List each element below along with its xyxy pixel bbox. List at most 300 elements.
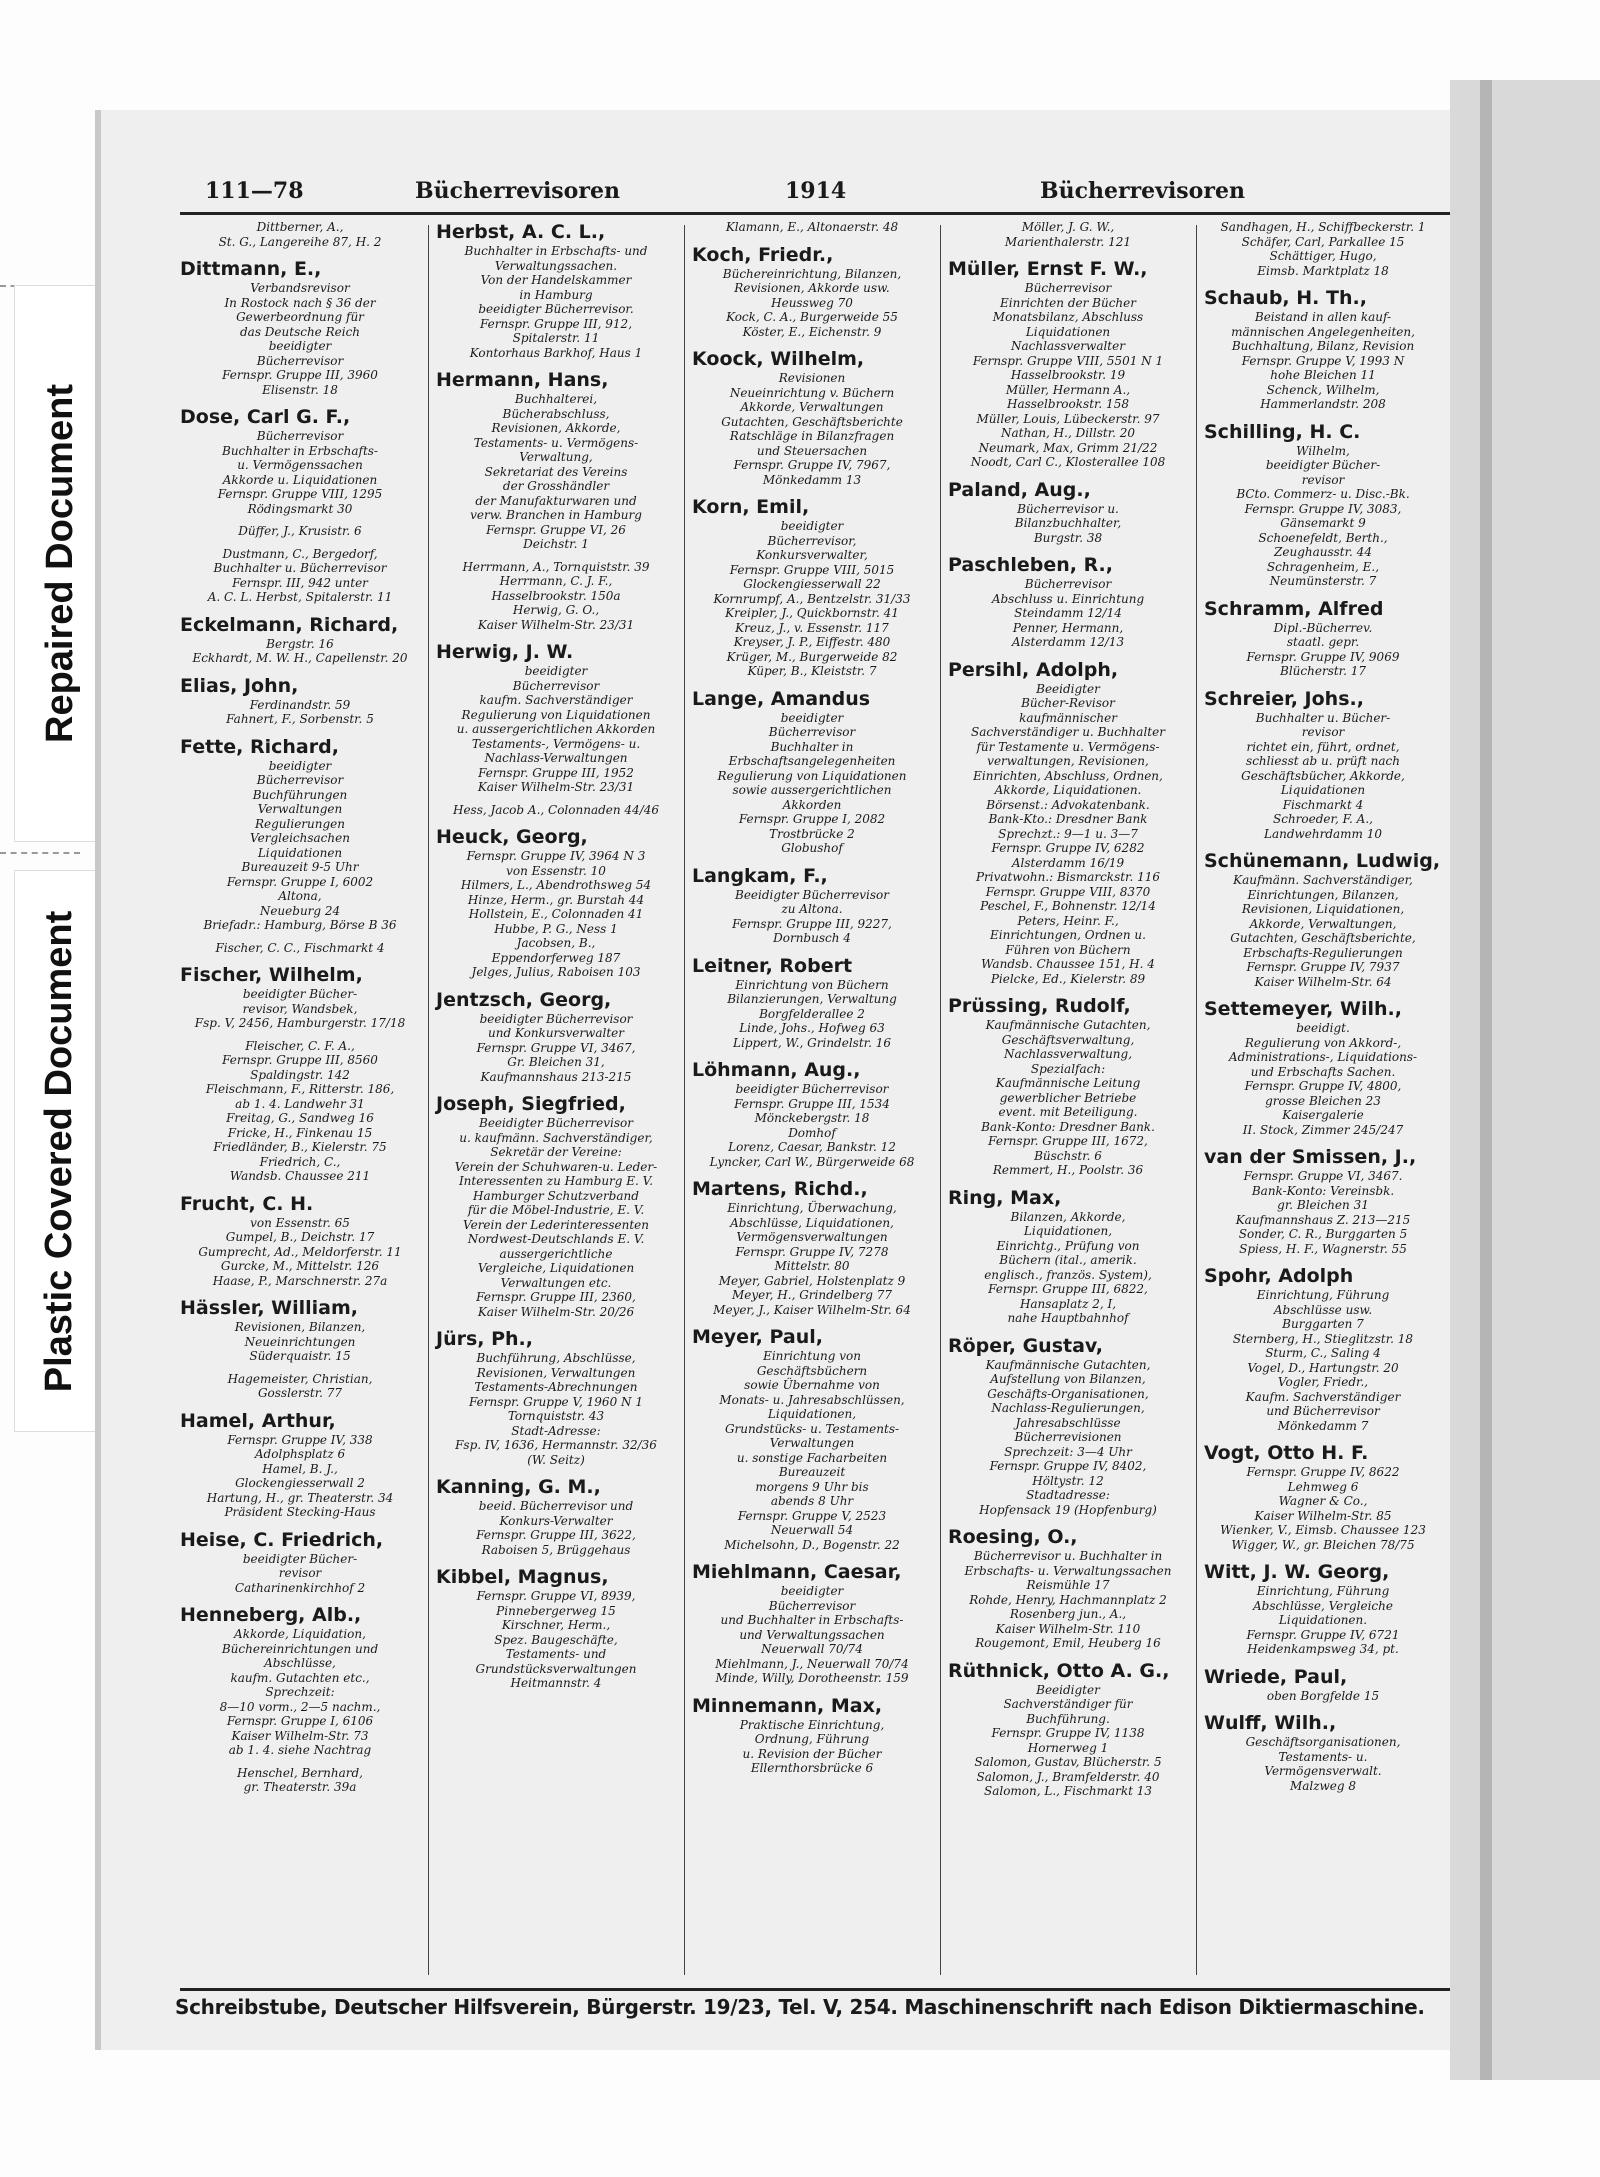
entry-line: Hasselbrookstr. 19 bbox=[1010, 368, 1126, 382]
directory-entry bbox=[948, 994, 1188, 1178]
entry-line: Dustmann, C., Bergedorf, bbox=[222, 546, 378, 561]
entry-line: Beistand in allen kauf- bbox=[1254, 310, 1392, 324]
entry-name: Röper, Gustav, bbox=[948, 1334, 1103, 1357]
entry-line: Kreyser, J. P., Eiffestr. 480 bbox=[733, 635, 891, 649]
entry-name: Prüssing, Rudolf, bbox=[948, 995, 1131, 1017]
entry-line: Verwaltungen bbox=[257, 802, 343, 816]
entry-line: der Manufakturwaren und bbox=[475, 493, 637, 508]
entry-line: männischen Angelegenheiten, bbox=[1231, 324, 1415, 339]
entry-line: Einrichtung, Führung bbox=[1256, 1584, 1390, 1598]
entry-line: Rohde, Henry, Hachmannplatz 2 bbox=[969, 1592, 1167, 1607]
entry-line: Bilanzbuchhalter, bbox=[1014, 516, 1122, 530]
directory-entry bbox=[948, 220, 1188, 249]
entry-line: und Konkursverwalter bbox=[488, 1026, 624, 1040]
entry-line: beeidigter bbox=[780, 710, 844, 725]
entry-line: Malzweg 8 bbox=[1289, 1778, 1357, 1793]
entry-line: Heidenkampsweg 34, pt. bbox=[1247, 1642, 1399, 1656]
entry-line: Liquidationen. bbox=[1278, 1613, 1368, 1627]
entry-line: revisor bbox=[1301, 725, 1345, 739]
entry-line: Henschel, Bernhard, bbox=[237, 1765, 363, 1780]
entry-line: Hammerlandstr. 208 bbox=[1260, 397, 1386, 411]
entry-line: Lyncker, Carl W., Bürgerweide 68 bbox=[709, 1154, 915, 1169]
entry-line: Schroeder, F. A., bbox=[1273, 812, 1373, 826]
entry-name: Müller, Ernst F. W., bbox=[948, 258, 1148, 280]
entry-name: Schünemann, Ludwig, bbox=[1204, 850, 1441, 872]
entry-line: Trostbrücke 2 bbox=[769, 826, 855, 841]
entry-line: Einrichtungen, Ordnen u. bbox=[990, 928, 1146, 942]
entry-line: Fernspr. Gruppe IV, 338 bbox=[227, 1432, 373, 1447]
entry-line: revisor bbox=[1301, 472, 1345, 487]
entry-name: Witt, J. W. Georg, bbox=[1204, 1561, 1390, 1583]
entry-line: ab 1. 4. Landwehr 31 bbox=[235, 1096, 365, 1111]
entry-line: Wagner & Co., bbox=[1278, 1494, 1368, 1508]
entry-line: Fleischmann, F., Ritterstr. 186, bbox=[205, 1082, 395, 1096]
entry-line: II. Stock, Zimmer 245/247 bbox=[1242, 1122, 1404, 1137]
entry-line: Friedländer, B., Kielerstr. 75 bbox=[213, 1140, 387, 1154]
entry-line: Neuerwall 54 bbox=[770, 1523, 854, 1537]
entry-line: Burgstr. 38 bbox=[1033, 530, 1103, 545]
entry-line: Kaufmänn. Sachverständiger, bbox=[1233, 873, 1413, 887]
directory-entry bbox=[948, 1186, 1188, 1326]
entry-line: Fernspr. Gruppe IV, 7937 bbox=[1246, 960, 1400, 974]
entry-line: Fernspr. Gruppe VIII, 5501 N 1 bbox=[972, 353, 1164, 368]
entry-line: Müller, Louis, Lübeckerstr. 97 bbox=[976, 411, 1160, 426]
entry-line: Pinnebergerweg 15 bbox=[496, 1603, 616, 1618]
entry-line: Fernspr. Gruppe IV, 8622 bbox=[1246, 1465, 1400, 1479]
entry-line: Revisionen, Liquidationen, bbox=[1241, 902, 1405, 916]
entry-line: Liquidationen bbox=[1025, 324, 1111, 339]
entry-line: Klamann, E., Altonaerstr. 48 bbox=[725, 220, 899, 234]
entry-line: revisor bbox=[278, 1566, 322, 1580]
entry-line: Kaiser Wilhelm-Str. 85 bbox=[1254, 1508, 1392, 1523]
entry-line: Fernspr. III, 942 unter bbox=[232, 575, 368, 590]
entry-line: Testaments- u. bbox=[1278, 1749, 1368, 1764]
entry-line: Einrichten der Bücher bbox=[1000, 295, 1136, 310]
entry-line: Testaments-, Vermögens- u. bbox=[471, 736, 641, 751]
entry-line: Wilhelm, bbox=[1296, 443, 1350, 458]
entry-line: Rougemont, Emil, Heuberg 16 bbox=[975, 1636, 1161, 1650]
directory-entry bbox=[948, 1525, 1188, 1651]
entry-line: Akkorde, Verwaltungen bbox=[740, 400, 884, 414]
entry-line: Fernspr. Gruppe IV, 6721 bbox=[1246, 1627, 1400, 1642]
entry-name: Hermann, Hans, bbox=[436, 369, 609, 391]
entry-line: Meyer, H., Grindelberg 77 bbox=[731, 1288, 893, 1302]
entry-line: Sekretär der Vereine: bbox=[490, 1145, 622, 1159]
footer-rule bbox=[180, 1988, 1450, 1991]
entry-line: Verein der Schuhwaren-u. Leder- bbox=[454, 1159, 658, 1174]
entry-line: Höltystr. 12 bbox=[1032, 1473, 1104, 1488]
column-divider bbox=[1196, 225, 1197, 1975]
entry-name: Kanning, G. M., bbox=[436, 1476, 601, 1498]
entry-line: Jacobsen, B., bbox=[516, 936, 596, 950]
entry-line: Marienthalerstr. 121 bbox=[1004, 234, 1132, 249]
entry-line: Revisionen, Akkorde usw. bbox=[734, 281, 890, 295]
directory-entry bbox=[180, 1603, 420, 1758]
entry-line: Kaiser Wilhelm-Str. 23/31 bbox=[477, 617, 635, 632]
entry-line: Sternberg, H., Stieglitzstr. 18 bbox=[1232, 1331, 1414, 1346]
entry-line: Hollstein, E., Colonnaden 41 bbox=[468, 907, 644, 921]
entry-line: von Essenstr. 10 bbox=[506, 863, 606, 878]
entry-line: Fernspr. Gruppe VIII, 8370 bbox=[985, 884, 1151, 899]
entry-line: Hartung, H., gr. Theaterstr. 34 bbox=[206, 1490, 394, 1505]
entry-line: Haase, P., Marschnerstr. 27a bbox=[212, 1273, 388, 1288]
directory-entry bbox=[692, 1694, 932, 1776]
directory-entry bbox=[436, 368, 676, 552]
entry-line: Friedrich, C., bbox=[259, 1154, 341, 1169]
entry-line: englisch., französ. System), bbox=[984, 1267, 1152, 1282]
entry-line: Fischer, C. C., Fischmarkt 4 bbox=[215, 940, 385, 955]
directory-entry bbox=[948, 478, 1188, 546]
entry-line: Catharinenkirchhof 2 bbox=[234, 1580, 366, 1595]
entry-line: Geschäftsverwaltung, bbox=[1001, 1032, 1135, 1047]
entry-line: Spitalerstr. 11 bbox=[512, 331, 600, 345]
entry-line: u. aussergerichtlichen Akkorden bbox=[456, 722, 656, 736]
entry-line: in Hamburg bbox=[519, 287, 593, 302]
entry-line: Fernspr. Gruppe IV, 6282 bbox=[991, 841, 1145, 855]
entry-line: Fernspr. Gruppe III, 1952 bbox=[478, 765, 634, 780]
entry-name: Meyer, Paul, bbox=[692, 1326, 823, 1348]
entry-line: Geschäftsorganisationen, bbox=[1245, 1735, 1401, 1749]
entry-name: Löhmann, Aug., bbox=[692, 1059, 861, 1081]
entry-line: Abschluss u. Einrichtung bbox=[991, 591, 1145, 606]
entry-line: Stadt-Adresse: bbox=[511, 1423, 601, 1438]
entry-name: Langkam, F., bbox=[692, 864, 828, 887]
entry-line: Hansaplatz 2, I, bbox=[1019, 1296, 1117, 1311]
entry-line: Fernspr. Gruppe V, 1993 N bbox=[1241, 353, 1405, 368]
entry-line: Wienker, V., Eimsb. Chaussee 123 bbox=[1220, 1523, 1426, 1537]
entry-line: Revisionen, Akkorde, bbox=[491, 421, 621, 435]
page-header bbox=[205, 178, 1445, 208]
directory-entry bbox=[436, 560, 676, 633]
entry-line: Bücher-Revisor bbox=[1021, 696, 1115, 710]
entry-line: Kaufmännische Gutachten, bbox=[985, 1357, 1151, 1372]
entry-line: Neueburg 24 bbox=[259, 903, 341, 918]
column-3 bbox=[692, 220, 932, 1784]
entry-line: Abschlüsse, bbox=[264, 1656, 336, 1670]
entry-line: Fernspr. Gruppe III, 912, bbox=[479, 316, 633, 331]
entry-name: Jürs, Ph., bbox=[436, 1328, 533, 1350]
entry-line: und Erbschafts Sachen. bbox=[1250, 1064, 1396, 1079]
entry-line: Gosslerstr. 77 bbox=[257, 1386, 343, 1400]
entry-line: kaufmännischer bbox=[1019, 710, 1117, 725]
entry-line: u. Vermögenssachen bbox=[237, 458, 363, 472]
entry-line: Führen von Büchern bbox=[1005, 942, 1131, 957]
entry-name: Dittmann, E., bbox=[180, 258, 322, 280]
entry-line: Hamel, B. J., bbox=[262, 1461, 338, 1476]
entry-line: Michelsohn, D., Bogenstr. 22 bbox=[724, 1537, 900, 1552]
directory-entry bbox=[180, 1192, 420, 1289]
entry-line: Herrmann, A., Tornquiststr. 39 bbox=[462, 559, 650, 574]
directory-entry bbox=[1204, 1711, 1442, 1793]
entry-line: Bergstr. 16 bbox=[266, 636, 334, 651]
entry-line: Nathan, H., Dillstr. 20 bbox=[1000, 426, 1136, 440]
entry-line: kaufm. Gutachten etc., bbox=[230, 1670, 370, 1685]
directory-entry bbox=[436, 1092, 676, 1319]
entry-line: Praktische Einrichtung, bbox=[739, 1717, 885, 1732]
entry-line: Einrichtung von bbox=[763, 1349, 861, 1363]
entry-name: Wulff, Wilh., bbox=[1204, 1712, 1337, 1734]
entry-line: Meyer, J., Kaiser Wilhelm-Str. 64 bbox=[713, 1302, 911, 1317]
entry-line: Nordwest-Deutschlands E. V. bbox=[467, 1232, 645, 1246]
entry-line: Vergleichsachen bbox=[250, 831, 350, 845]
entry-line: Erbschafts- u. Verwaltungssachen bbox=[964, 1563, 1172, 1578]
entry-line: Fernspr. Gruppe I, 6002 bbox=[226, 874, 374, 889]
entry-line: Fernspr. Gruppe V, 1960 N 1 bbox=[469, 1394, 643, 1409]
entry-line: Minde, Willy, Dorotheenstr. 159 bbox=[715, 1671, 909, 1685]
entry-line: beeidigter Bücherrevisor. bbox=[478, 302, 634, 316]
entry-line: Sonder, C. R., Burggarten 5 bbox=[1238, 1227, 1408, 1241]
entry-line: Kaufm. Sachverständiger bbox=[1245, 1389, 1401, 1404]
entry-name: Miehlmann, Caesar, bbox=[692, 1561, 902, 1583]
entry-line: Neumark, Max, Grimm 21/22 bbox=[978, 440, 1158, 455]
entry-line: beeidigter bbox=[268, 339, 332, 353]
directory-entry bbox=[1204, 286, 1442, 412]
entry-line: Reismühle 17 bbox=[1026, 1578, 1110, 1592]
entry-line: Fernspr. Gruppe IV, 7278 bbox=[735, 1244, 889, 1259]
directory-entry bbox=[1204, 849, 1442, 989]
entry-line: Bücherrevisionen bbox=[1014, 1430, 1122, 1444]
column-2 bbox=[436, 220, 676, 1699]
entry-line: Zeughausstr. 44 bbox=[1274, 545, 1372, 559]
entry-line: Neuerwall 70/74 bbox=[761, 1642, 863, 1656]
entry-line: Sprechzt.: 9—1 u. 3—7 bbox=[998, 826, 1138, 841]
entry-line: gewerblicher Betriebe bbox=[999, 1090, 1137, 1105]
entry-line: Dipl.-Bücherrev. bbox=[1273, 620, 1373, 635]
directory-entry bbox=[180, 735, 420, 933]
entry-line: für Testamente u. Vermögens- bbox=[976, 739, 1160, 754]
directory-entry bbox=[1204, 687, 1442, 842]
entry-line: Bücherrevisor bbox=[256, 773, 344, 787]
directory-entry bbox=[180, 405, 420, 516]
entry-line: Bank-Konto: Vereinsbk. bbox=[1251, 1183, 1395, 1198]
entry-line: Bücherrevisor bbox=[768, 725, 856, 739]
entry-line: Akkorden bbox=[782, 797, 842, 812]
entry-line: Rosenberg jun., A., bbox=[1009, 1607, 1127, 1621]
entry-line: Adolphsplatz 6 bbox=[254, 1447, 346, 1461]
entry-line: und Bücherrevisor bbox=[1266, 1404, 1380, 1418]
entry-line: A. C. L. Herbst, Spitalerstr. 11 bbox=[207, 590, 393, 604]
entry-line: Fernspr. Gruppe VI, 3467, bbox=[476, 1040, 636, 1055]
directory-entry bbox=[1204, 420, 1442, 589]
entry-line: Elisenstr. 18 bbox=[262, 382, 338, 397]
entry-line: Kaiser Wilhelm-Str. 64 bbox=[1254, 974, 1392, 989]
directory-entry bbox=[948, 1334, 1188, 1518]
entry-line: Fernspr. Gruppe III, 3622, bbox=[476, 1528, 636, 1542]
entry-line: beeidigter Bücherrevisor bbox=[735, 1082, 889, 1096]
entry-line: Kock, C. A., Burgerweide 55 bbox=[726, 310, 898, 324]
entry-name: Schramm, Alfred bbox=[1204, 597, 1384, 620]
page-edge bbox=[1450, 80, 1600, 2080]
entry-line: Eppendorferweg 187 bbox=[491, 950, 621, 965]
entry-line: Fricke, H., Finkenau 15 bbox=[227, 1125, 373, 1140]
directory-entry bbox=[692, 954, 932, 1051]
entry-line: Administrations-, Liquidations- bbox=[1228, 1050, 1418, 1064]
entry-line: Raboisen 5, Brüggehaus bbox=[481, 1542, 631, 1557]
entry-line: Wigger, W., gr. Bleichen 78/75 bbox=[1231, 1537, 1415, 1552]
directory-entry bbox=[1204, 1145, 1442, 1256]
directory-entry bbox=[436, 1327, 676, 1467]
entry-line: Grundstücks- u. Testaments- bbox=[724, 1421, 900, 1436]
entry-line: Bücherrevisor bbox=[512, 678, 600, 693]
entry-line: Deichstr. 1 bbox=[523, 537, 589, 551]
directory-entry bbox=[948, 1659, 1188, 1799]
entry-line: Verwaltungen etc. bbox=[500, 1275, 612, 1290]
directory-entry bbox=[180, 524, 420, 539]
entry-line: Pielcke, Ed., Kielerstr. 89 bbox=[990, 971, 1146, 986]
entry-line: Salomon, J., Bramfelderstr. 40 bbox=[976, 1769, 1160, 1784]
entry-name: Persihl, Adolph, bbox=[948, 658, 1119, 681]
directory-entry bbox=[436, 640, 676, 795]
entry-line: Jahresabschlüsse bbox=[1015, 1415, 1121, 1430]
entry-line: Geschäfts-Organisationen, bbox=[987, 1386, 1149, 1401]
entry-name: van der Smissen, J., bbox=[1204, 1146, 1417, 1168]
entry-name: Schilling, H. C. bbox=[1204, 420, 1361, 443]
entry-line: Lorenz, Caesar, Bankstr. 12 bbox=[728, 1140, 896, 1154]
entry-line: Gumprecht, Ad., Meldorferstr. 11 bbox=[198, 1244, 402, 1259]
entry-line: Verwaltungssachen. bbox=[494, 258, 618, 273]
entry-line: nahe Hauptbahnhof bbox=[1007, 1311, 1129, 1325]
entry-name: Fischer, Wilhelm, bbox=[180, 964, 363, 986]
directory-entry bbox=[180, 1528, 420, 1596]
entry-line: Nachlassverwalter bbox=[1011, 339, 1125, 353]
entry-line: Fernspr. Gruppe VI, 26 bbox=[486, 522, 626, 537]
entry-line: Einrichtung, Führung bbox=[1256, 1288, 1390, 1302]
entry-line: Müller, Hermann A., bbox=[1005, 382, 1131, 397]
entry-line: Hamburger Schutzverband bbox=[473, 1188, 639, 1203]
column-4 bbox=[948, 220, 1188, 1807]
entry-line: Schäfer, Carl, Parkallee 15 bbox=[1241, 234, 1405, 249]
entry-line: Bücherrevisor u. bbox=[1017, 501, 1119, 516]
entry-line: Verein der Lederinteressenten bbox=[463, 1217, 649, 1232]
entry-line: Neueinrichtung v. Büchern bbox=[729, 385, 895, 400]
entry-line: Kreuz, J., v. Essenstr. 117 bbox=[735, 620, 889, 635]
header-left-title: Bücherrevisoren bbox=[415, 178, 620, 204]
column-1 bbox=[180, 220, 420, 1803]
entry-line: Peters, Heinr. F., bbox=[1017, 913, 1119, 928]
entry-line: Düffer, J., Krusistr. 6 bbox=[238, 524, 362, 538]
entry-line: Kaiser Wilhelm-Str. 110 bbox=[995, 1621, 1141, 1636]
entry-line: beeidigter bbox=[780, 1584, 844, 1598]
entry-line: Mönkedamm 7 bbox=[1277, 1418, 1369, 1433]
entry-line: ab 1. 4. siehe Nachtrag bbox=[228, 1743, 372, 1757]
entry-line: Buchhalter u. Bücher- bbox=[1255, 710, 1391, 725]
entry-line: In Rostock nach § 36 der bbox=[224, 295, 376, 310]
entry-line: Remmert, H., Poolstr. 36 bbox=[992, 1163, 1144, 1177]
entry-line: Buchhalter in Erbschafts- und bbox=[464, 244, 648, 258]
entry-line: Bureauzeit 9-5 Uhr bbox=[241, 860, 359, 874]
directory-entry bbox=[180, 547, 420, 605]
directory-entry bbox=[436, 988, 676, 1085]
entry-line: Kornrumpf, A., Bentzelstr. 31/33 bbox=[713, 591, 911, 606]
directory-entry bbox=[180, 1372, 420, 1401]
entry-line: Liquidationen bbox=[257, 845, 343, 860]
entry-line: beeidigter bbox=[524, 664, 588, 678]
entry-line: Sprechzeit: 3—4 Uhr bbox=[1004, 1444, 1132, 1459]
entry-line: Borgfelderallee 2 bbox=[759, 1006, 865, 1021]
entry-line: grosse Bleichen 23 bbox=[1265, 1093, 1381, 1108]
entry-line: Altona, bbox=[278, 889, 322, 903]
entry-line: sowie Übernahme von bbox=[744, 1378, 880, 1392]
entry-line: Glockengiesserwall 2 bbox=[235, 1476, 365, 1490]
entry-line: Regulierungen bbox=[254, 816, 346, 831]
entry-line: Fernspr. Gruppe VIII, 1295 bbox=[217, 487, 383, 501]
entry-line: Akkorde, Verwaltungen, bbox=[1249, 916, 1397, 931]
entry-line: oben Borgfelde 15 bbox=[1266, 1688, 1380, 1703]
entry-line: beeidigter bbox=[780, 519, 844, 533]
header-rule bbox=[180, 212, 1450, 215]
directory-entry bbox=[1204, 597, 1442, 679]
entry-line: zu Altona. bbox=[781, 902, 843, 916]
entry-line: Vogler, Friedr., bbox=[1277, 1375, 1369, 1389]
entry-line: Nachlassverwaltung, bbox=[1003, 1047, 1133, 1061]
entry-name: Joseph, Siegfried, bbox=[436, 1093, 626, 1115]
directory-entry bbox=[180, 613, 420, 666]
entry-line: verwaltungen, Revisionen, bbox=[987, 754, 1149, 768]
entry-name: Settemeyer, Wilh., bbox=[1204, 998, 1402, 1020]
entry-line: Alsterdamm 12/13 bbox=[1011, 635, 1125, 649]
entry-line: Fernspr. Gruppe IV, 8402, bbox=[989, 1459, 1147, 1473]
entry-name: Eckelmann, Richard, bbox=[180, 613, 399, 636]
entry-line: Sturm, C., Saling 4 bbox=[1265, 1346, 1381, 1360]
entry-line: Köster, E., Eichenstr. 9 bbox=[742, 324, 882, 339]
entry-line: Kaufmännische Leitung bbox=[995, 1076, 1141, 1090]
entry-line: Globushof bbox=[781, 841, 843, 855]
entry-line: hohe Bleichen 11 bbox=[1270, 368, 1376, 382]
entry-line: Fernspr. Gruppe VIII, 5015 bbox=[729, 562, 895, 577]
column-divider bbox=[428, 225, 429, 1975]
entry-line: Buchführung, Abschlüsse, bbox=[476, 1351, 636, 1365]
entry-line: Krüger, M., Burgerweide 82 bbox=[726, 649, 898, 664]
entry-name: Ring, Max, bbox=[948, 1186, 1062, 1209]
entry-line: Tornquiststr. 43 bbox=[507, 1409, 605, 1423]
entry-line: abends 8 Uhr bbox=[770, 1494, 854, 1508]
entry-line: Einrichten, Abschluss, Ordnen, bbox=[973, 768, 1163, 783]
entry-name: Lange, Amandus bbox=[692, 687, 871, 710]
entry-line: Ferdinandstr. 59 bbox=[249, 697, 351, 712]
entry-line: Bücherabschluss, bbox=[502, 406, 610, 421]
entry-line: Glockengiesserwall 22 bbox=[743, 577, 881, 591]
entry-line: Fernspr. Gruppe III, 1672, bbox=[988, 1134, 1148, 1148]
entry-line: Lippert, W., Grindelstr. 16 bbox=[733, 1035, 891, 1050]
entry-name: Roesing, O., bbox=[948, 1526, 1078, 1548]
entry-line: Beeidigter Bücherrevisor bbox=[735, 887, 889, 902]
entry-line: Beeidigter bbox=[1036, 1682, 1100, 1697]
entry-line: beeid. Bücherrevisor und bbox=[478, 1499, 634, 1513]
entry-line: das Deutsche Reich bbox=[239, 324, 361, 339]
entry-line: Abschlüsse, Liquidationen, bbox=[730, 1215, 894, 1230]
entry-line: Schragenheim, E., bbox=[1266, 559, 1380, 574]
entry-name: Paschleben, R., bbox=[948, 554, 1113, 576]
entry-line: Sachverständiger für bbox=[1003, 1697, 1133, 1711]
entry-line: Möller, J. G. W., bbox=[1021, 220, 1115, 234]
entry-name: Fette, Richard, bbox=[180, 735, 339, 758]
entry-name: Elias, John, bbox=[180, 674, 299, 697]
entry-line: Mittelstr. 80 bbox=[774, 1259, 850, 1273]
entry-line: Aufstellung von Bilanzen, bbox=[990, 1372, 1146, 1386]
entry-line: Salomon, Gustav, Blücherstr. 5 bbox=[974, 1755, 1162, 1769]
entry-name: Heuck, Georg, bbox=[436, 826, 588, 848]
entry-line: Buchführungen bbox=[252, 787, 348, 802]
entry-line: Liquidationen bbox=[1280, 783, 1366, 797]
entry-line: Vergleiche, Liquidationen bbox=[477, 1261, 635, 1275]
entry-line: Von der Handelskammer bbox=[480, 273, 632, 287]
entry-line: Beeidigter bbox=[1036, 681, 1100, 696]
entry-line: beeidigter Bücher- bbox=[242, 987, 358, 1001]
entry-line: Lehmweg 6 bbox=[1287, 1479, 1359, 1494]
directory-entry bbox=[1204, 997, 1442, 1137]
entry-line: Miehlmann, J., Neuerwall 70/74 bbox=[715, 1656, 909, 1671]
entry-line: 8—10 vorm., 2—5 nachm., bbox=[219, 1699, 381, 1714]
